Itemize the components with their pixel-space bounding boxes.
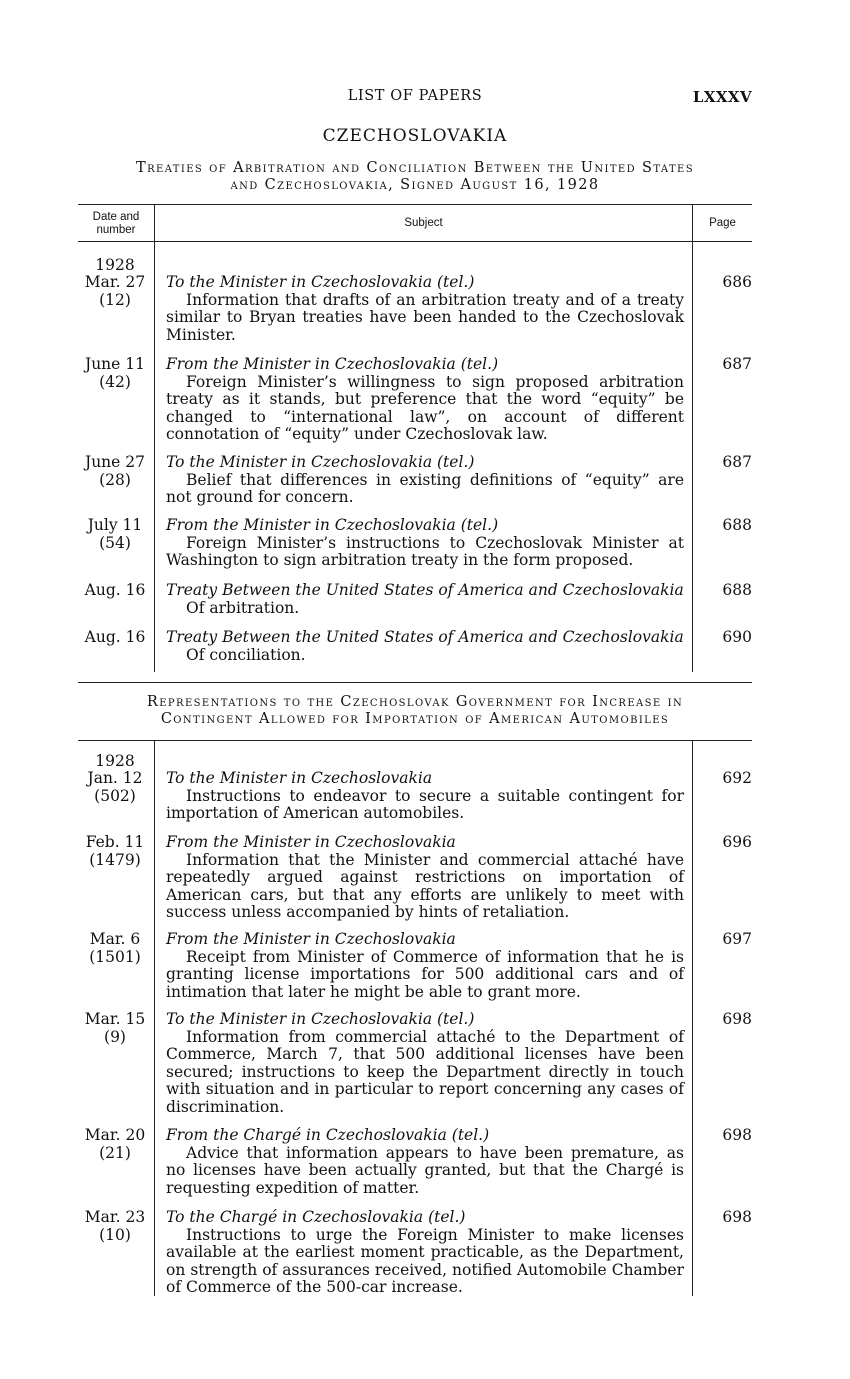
entry-page: 696 — [722, 833, 752, 851]
section-title-automobiles — [78, 694, 752, 728]
entry-text: Instructions to urge the Foreign Minister to make licenses available at the earliest moment practicable, as the Department, on strength of assurances received, notified Automobile Chamber of Commerce of the 500-car increase. — [166, 1225, 684, 1296]
entry-text: Instructions to endeavor to secure a suitable contingent for importation of American automobiles. — [166, 786, 684, 822]
country-heading: CZECHOSLOVAKIA — [322, 126, 508, 146]
entry-page: 697 — [722, 930, 752, 948]
entry-text: Foreign Minister’s willingness to sign proposed arbitration treaty as it stands, but preference that the word “equity” be changed to “international law”, on account of different connotation of “equity” under Czechoslovak law. — [166, 372, 684, 443]
entry-text: Information that the Minister and commercial attaché have repeatedly argued against restrictions on importation of American cars, but that any efforts are unlikely to meet with success unless accompanied by hints of retaliation. — [166, 850, 684, 921]
section-title-arbitration — [78, 160, 752, 194]
entry-date: Aug. 16 — [84, 628, 146, 646]
section-title-line: Treaties of Arbitration and Conciliation Between the United States — [136, 160, 694, 176]
year-label: 1928 — [95, 256, 135, 274]
entry-text: Receipt from Minister of Commerce of information that he is granting license importations for 500 additional cars and of intimation that later he might be able to grant more. — [166, 947, 684, 1001]
entry-page: 688 — [722, 581, 752, 599]
entry-heading: From the Minister in Czechoslovakia (tel.) — [166, 355, 499, 373]
entry-subject — [166, 274, 684, 344]
entry-heading: To the Chargé in Czechoslovakia (tel.) — [166, 1208, 466, 1226]
entry-subject — [166, 454, 684, 507]
entry-heading: To the Minister in Czechoslovakia (tel.) — [166, 273, 475, 291]
entry-page: 698 — [722, 1126, 752, 1144]
header-date-number: Date and number — [92, 211, 140, 236]
section-title-line: Representations to the Czechoslovak Government for Increase in — [146, 694, 684, 710]
entry-date: June 11 (42) — [84, 355, 145, 391]
column-divider — [692, 740, 693, 1296]
entry-date: Mar. 27 (12) — [84, 273, 146, 309]
entry-heading: From the Minister in Czechoslovakia — [166, 930, 456, 948]
entry-subject — [166, 834, 684, 922]
entry-heading: From the Minister in Czechoslovakia (tel.) — [166, 516, 499, 534]
entry-subject — [166, 931, 684, 1001]
table-top-rule — [78, 740, 752, 741]
entry-date: June 27 (28) — [84, 453, 145, 489]
entry-date: Feb. 11 (1479) — [85, 833, 145, 869]
entry-date: Aug. 16 — [84, 581, 146, 599]
entry-page: 698 — [722, 1010, 752, 1028]
entry-date: Mar. 15 (9) — [84, 1010, 146, 1046]
entry-subject — [166, 770, 684, 823]
entry-subject — [166, 1127, 684, 1197]
entry-date: Jan. 12 (502) — [87, 769, 143, 805]
entry-page: 686 — [722, 273, 752, 291]
column-divider — [154, 204, 155, 672]
entry-date: July 11 (54) — [87, 516, 143, 552]
entry-page: 698 — [722, 1208, 752, 1226]
section-title-line: Contingent Allowed for Importation of American Automobiles — [160, 711, 670, 727]
section-divider-rule — [78, 682, 752, 683]
entry-text: Belief that differences in existing definitions of “equity” are not ground for concern. — [166, 470, 684, 506]
entry-heading: To the Minister in Czechoslovakia — [166, 769, 433, 787]
entry-text: Of conciliation. — [186, 645, 306, 664]
entry-heading: To the Minister in Czechoslovakia (tel.) — [166, 1010, 475, 1028]
entry-heading: From the Minister in Czechoslovakia — [166, 833, 456, 851]
entry-page: 692 — [722, 769, 752, 787]
entry-text: Of arbitration. — [186, 598, 300, 617]
entry-subject — [166, 517, 684, 570]
entry-page: 690 — [722, 628, 752, 646]
running-title: LIST OF PAPERS — [347, 88, 483, 104]
header-page: Page — [709, 217, 736, 229]
entry-page: 687 — [722, 355, 752, 373]
entry-date: Mar. 6 (1501) — [89, 930, 141, 966]
section-title-line: and Czechoslovakia, Signed August 16, 1928 — [230, 177, 600, 193]
entry-text: Information from commercial attaché to the Department of Commerce, March 7, that 500 additional licenses have been secured; instructions to keep the Department directly in touch with situation and in particular to report concerning any cases of discrimination. — [166, 1027, 684, 1116]
papers-table-automobiles — [78, 740, 752, 1296]
entry-date: Mar. 20 (21) — [84, 1126, 146, 1162]
entry-subject — [166, 629, 684, 664]
column-divider — [154, 740, 155, 1296]
page-number: LXXXV — [692, 88, 752, 106]
entry-heading: From the Chargé in Czechoslovakia (tel.) — [166, 1126, 490, 1144]
entry-text: Foreign Minister’s instructions to Czechoslovak Minister at Washington to sign arbitration treaty in the form proposed. — [166, 533, 684, 569]
entry-page: 687 — [722, 453, 752, 471]
entry-subject — [166, 582, 684, 617]
header-subject: Subject — [404, 217, 443, 229]
entry-subject — [166, 1011, 684, 1116]
entry-text: Information that drafts of an arbitration treaty and of a treaty similar to Bryan treaties have been handed to the Czechoslovak Minister. — [166, 290, 684, 344]
year-label: 1928 — [95, 752, 135, 770]
entry-heading: To the Minister in Czechoslovakia (tel.) — [166, 453, 475, 471]
entry-page: 688 — [722, 516, 752, 534]
table-top-rule — [78, 204, 752, 205]
running-head — [78, 88, 752, 108]
entry-text: Advice that information appears to have been premature, as no licenses have been actually granted, but that the Chargé is requesting expedition of matter. — [166, 1143, 684, 1197]
entry-date: Mar. 23 (10) — [84, 1208, 146, 1244]
table-header-rule — [78, 241, 752, 242]
entry-subject — [166, 356, 684, 444]
papers-table-arbitration — [78, 204, 752, 672]
entry-heading: Treaty Between the United States of America and Czechoslovakia — [166, 581, 684, 599]
entry-subject — [166, 1209, 684, 1297]
column-divider — [692, 204, 693, 672]
entry-heading: Treaty Between the United States of America and Czechoslovakia — [166, 628, 684, 646]
